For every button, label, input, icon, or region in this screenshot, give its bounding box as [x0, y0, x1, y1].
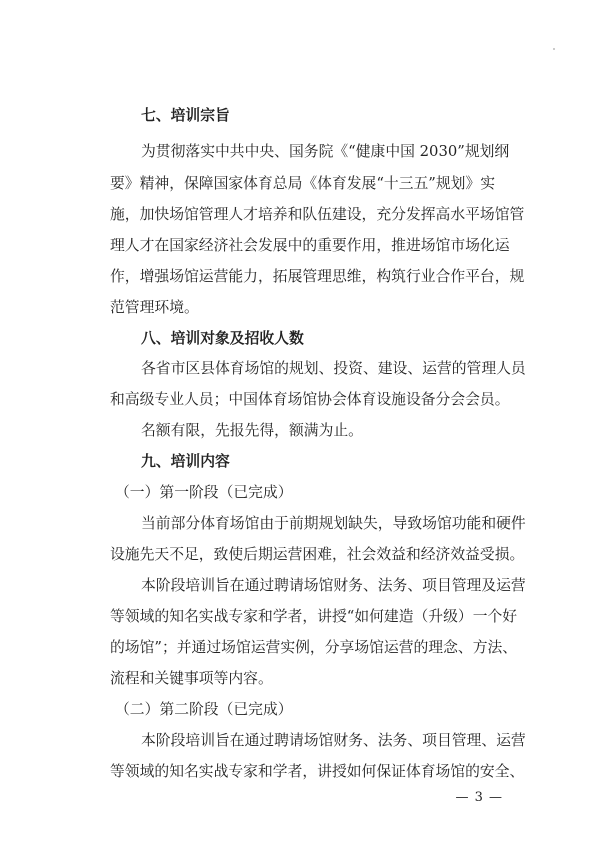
- paragraph-line: 的场馆”；并通过场馆运营实例，分享场馆运营的理念、方法、: [110, 639, 518, 656]
- paragraph-line: 等领域的知名实战专家和学者，讲授“如何建造（升级）一个好: [110, 608, 518, 625]
- paragraph-line: 本阶段培训旨在通过聘请场馆财务、法务、项目管理及运营: [141, 577, 526, 594]
- paragraph-line: 和高级专业人员；中国体育场馆协会体育设施设备分会会员。: [110, 391, 510, 408]
- paragraph-line: 为贯彻落实中共中央、国务院《“健康中国 2030”规划纲: [141, 143, 510, 160]
- subsection-heading-phase-two: （二）第二阶段（已完成）: [115, 701, 293, 718]
- paragraph-line: 设施先天不足，致使后期运营困难，社会效益和经济效益受损。: [110, 546, 525, 563]
- page-number: — 3 —: [455, 790, 503, 805]
- paragraph-line: 要》精神，保障国家体育总局《体育发展“十三五”规划》实: [110, 175, 496, 192]
- section-heading-participants: 八、培训对象及招收人数: [141, 330, 304, 347]
- subsection-heading-phase-one: （一）第一阶段（已完成）: [115, 484, 293, 501]
- section-heading-purpose: 七、培训宗旨: [141, 107, 230, 124]
- paragraph-line: 作，增强场馆运营能力，拓展管理思维，构筑行业合作平台，规: [110, 268, 525, 285]
- section-heading-content: 九、培训内容: [141, 453, 230, 470]
- paragraph-line: 各省市区县体育场馆的规划、投资、建设、运营的管理人员: [141, 360, 526, 377]
- paragraph-line: 范管理环境。: [110, 299, 199, 316]
- paragraph-line: 施，加快场馆管理人才培养和队伍建设，充分发挥高水平场馆管: [110, 206, 525, 223]
- paragraph-line: 等领域的知名实战专家和学者，讲授如何保证体育场馆的安全、: [110, 763, 525, 780]
- paragraph-line: 理人才在国家经济社会发展中的重要作用，推进场馆市场化运: [110, 237, 510, 254]
- paragraph-line: 名额有限，先报先得，额满为止。: [141, 422, 363, 439]
- paragraph-line: 本阶段培训旨在通过聘请场馆财务、法务、项目管理、运营: [141, 732, 526, 749]
- scan-speck: [553, 48, 555, 50]
- paragraph-line: 当前部分体育场馆由于前期规划缺失，导致场馆功能和硬件: [141, 515, 526, 532]
- paragraph-line: 流程和关键事项等内容。: [110, 670, 273, 687]
